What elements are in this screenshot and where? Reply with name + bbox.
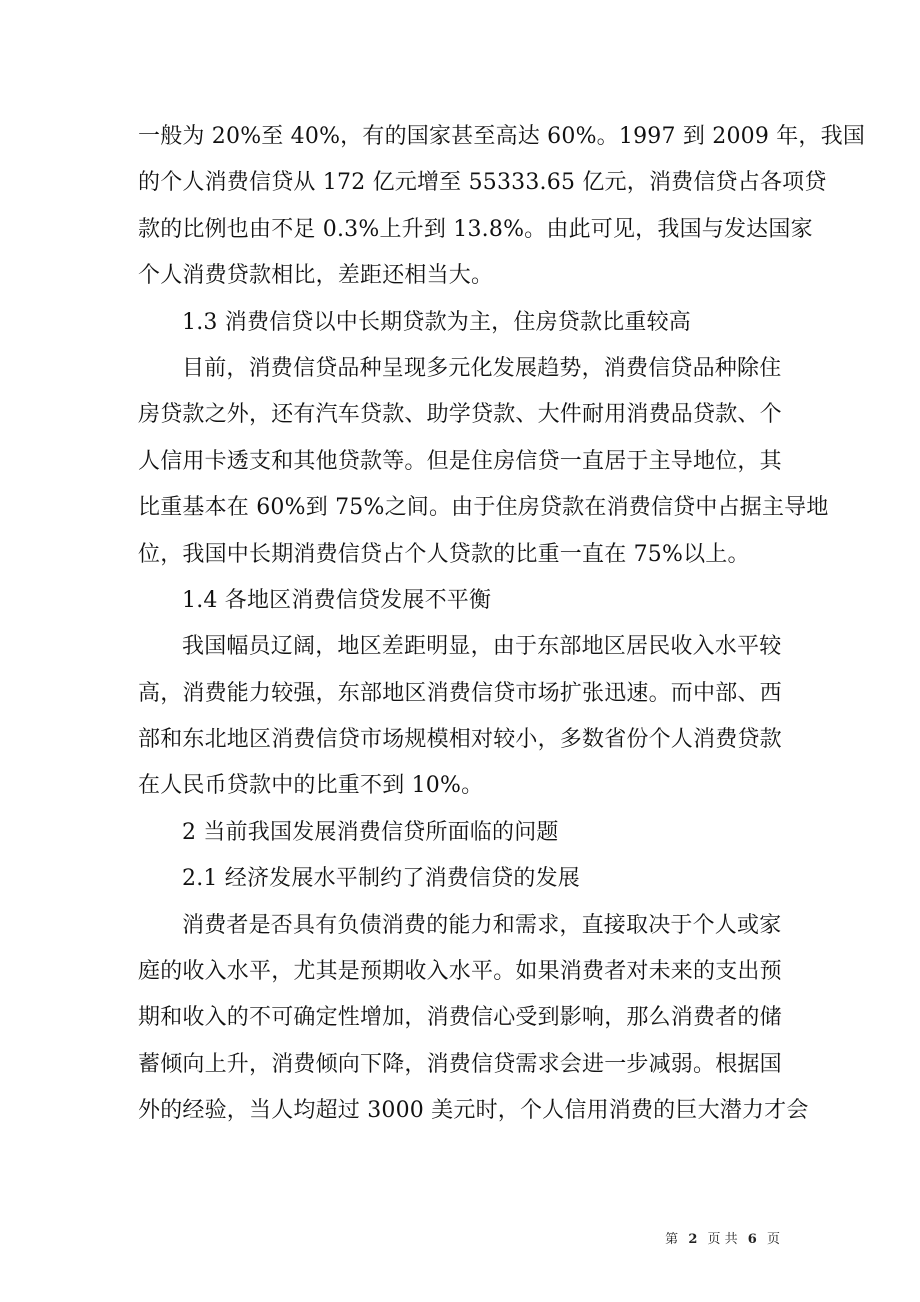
text-line: 1.3 消费信贷以中长期贷款为主，住房贷款比重较高 xyxy=(182,309,691,335)
text-line: 人信用卡透支和其他贷款等。但是住房信贷一直居于主导地位，其 xyxy=(138,448,782,474)
text-line: 我国幅员辽阔，地区差距明显，由于东部地区居民收入水平较 xyxy=(182,634,782,660)
text-line: 2.1 经济发展水平制约了消费信贷的发展 xyxy=(182,866,580,892)
text-line: 期和收入的不可确定性增加，消费信心受到影响，那么消费者的储 xyxy=(138,1005,782,1031)
text-line: 2 当前我国发展消费信贷所面临的问题 xyxy=(182,819,559,845)
text-line: 消费者是否具有负债消费的能力和需求，直接取决于个人或家 xyxy=(182,912,782,938)
text-line: 1.4 各地区消费信贷发展不平衡 xyxy=(182,587,492,613)
text-line: 庭的收入水平，尤其是预期收入水平。如果消费者对未来的支出预 xyxy=(138,959,782,985)
text-line: 房贷款之外，还有汽车贷款、助学贷款、大件耐用消费品贷款、个 xyxy=(138,402,782,428)
text-line: 在人民币贷款中的比重不到 10%。 xyxy=(138,773,484,799)
text-line: 款的比例也由不足 0.3%上升到 13.8%。由此可见，我国与发达国家 xyxy=(138,216,813,242)
footer-suffix: 页 xyxy=(766,1232,780,1247)
text-line: 外的经验，当人均超过 3000 美元时，个人信用消费的巨大潜力才会 xyxy=(138,1098,809,1124)
text-line: 部和东北地区消费信贷市场规模相对较小，多数省份个人消费贷款 xyxy=(138,727,782,753)
text-line: 的个人消费信贷从 172 亿元增至 55333.65 亿元，消费信贷占各项贷 xyxy=(138,170,827,196)
text-line: 蓄倾向上升，消费倾向下降，消费信贷需求会进一步减弱。根据国 xyxy=(138,1051,782,1077)
text-line: 位，我国中长期消费信贷占个人贷款的比重一直在 75%以上。 xyxy=(138,541,750,567)
text-line: 目前，消费信贷品种呈现多元化发展趋势，消费信贷品种除住 xyxy=(182,355,782,381)
body-text xyxy=(138,114,866,1135)
current-page-number: 2 xyxy=(688,1232,698,1247)
footer-prefix: 第 xyxy=(665,1232,679,1247)
text-line: 比重基本在 60%到 75%之间。由于住房贷款在消费信贷中占据主导地 xyxy=(138,495,829,521)
footer-middle: 页 共 xyxy=(707,1232,738,1247)
text-line: 一般为 20%至 40%，有的国家甚至高达 60%。1997 到 2009 年，我国 xyxy=(138,124,866,149)
page-footer xyxy=(0,1228,780,1247)
text-line: 高，消费能力较强，东部地区消费信贷市场扩张迅速。而中部、西 xyxy=(138,680,782,706)
total-pages-number: 6 xyxy=(747,1232,757,1247)
text-line: 个人消费贷款相比，差距还相当大。 xyxy=(138,263,494,289)
